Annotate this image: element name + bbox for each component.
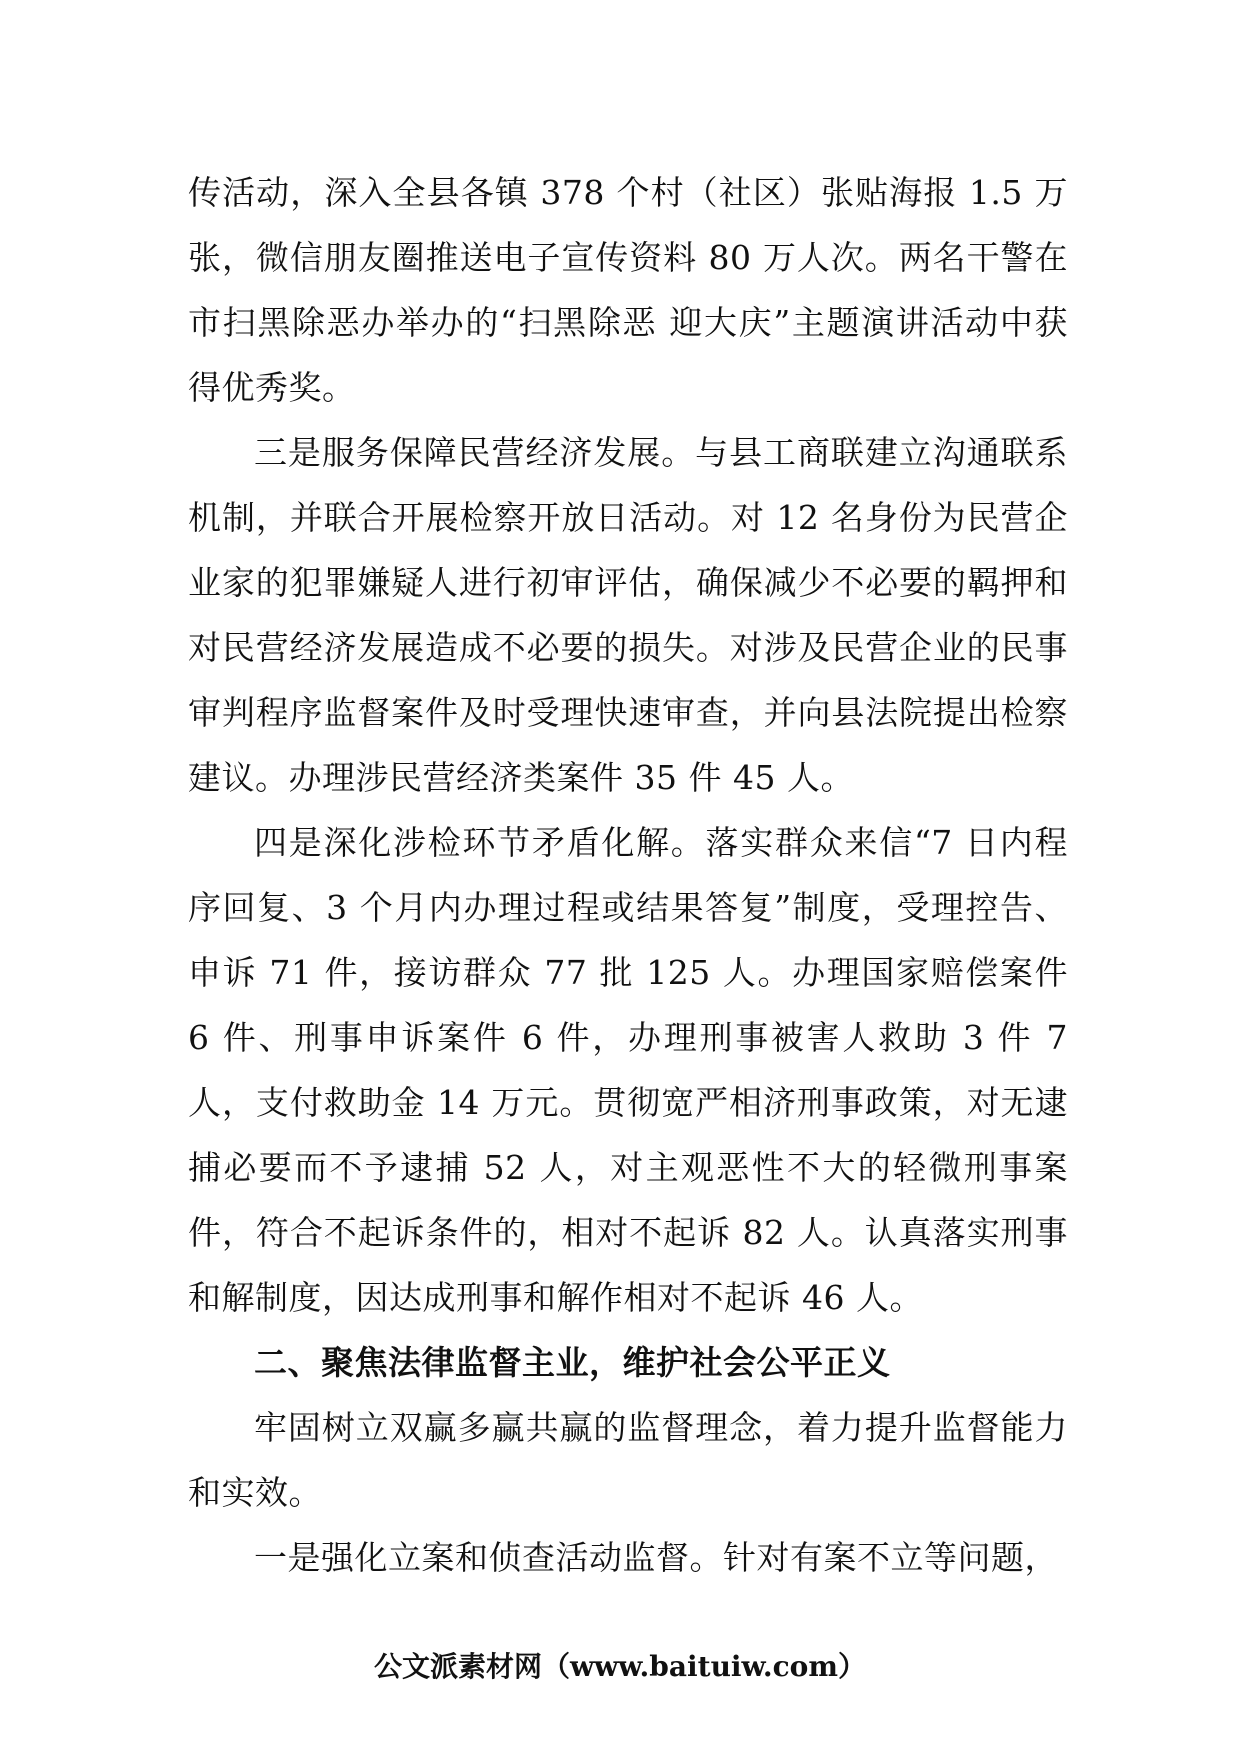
- paragraph-private-economy: 三是服务保障民营经济发展。与县工商联建立沟通联系机制，并联合开展检察开放日活动。对 12 名身份为民营企业家的犯罪嫌疑人进行初审评估，确保减少不必要的羁押和对民营经济发展造成不必要的损失。对涉及民营企业的民事审判程序监督案件及时受理快速审查，并向县法院提出检察建议。办理涉民营经济类案件 35 件 45 人。: [188, 433, 1068, 797]
- paragraph-conflict-resolution: 四是深化涉检环节矛盾化解。落实群众来信“7 日内程序回复、3 个月内办理过程或结果答复”制度，受理控告、申诉 71 件，接访群众 77 批 125 人。办理国家赔偿案件 6 件、刑事申诉案件 6 件，办理刑事被害人救助 3 件 7 人，支付救助金 14 万元。贯彻宽严相济刑事政策，对无逮捕必要而不予逮捕 52 人，对主观恶性不大的轻微刑事案件，符合不起诉条件的，相对不起诉 82 人。认真落实刑事和解制度，因达成刑事和解作相对不起诉 46 人。: [188, 823, 1068, 1317]
- paragraph-continuation: 传活动，深入全县各镇 378 个村（社区）张贴海报 1.5 万张，微信朋友圈推送电子宣传资料 80 万人次。两名干警在市扫黑除恶办举办的“扫黑除恶 迎大庆”主题演讲活动中获得优秀奖。: [188, 173, 1068, 407]
- paragraph-supervision-concept: 牢固树立双赢多赢共赢的监督理念，着力提升监督能力和实效。: [188, 1408, 1068, 1512]
- footer-source-note: 公文派素材网（www.baituiw.com）: [374, 1650, 866, 1683]
- document-body: [188, 160, 1068, 1590]
- paragraph-case-supervision: 一是强化立案和侦查活动监督。针对有案不立等问题，: [254, 1538, 1058, 1577]
- section-heading: 二、聚焦法律监督主业，维护社会公平正义: [254, 1343, 891, 1382]
